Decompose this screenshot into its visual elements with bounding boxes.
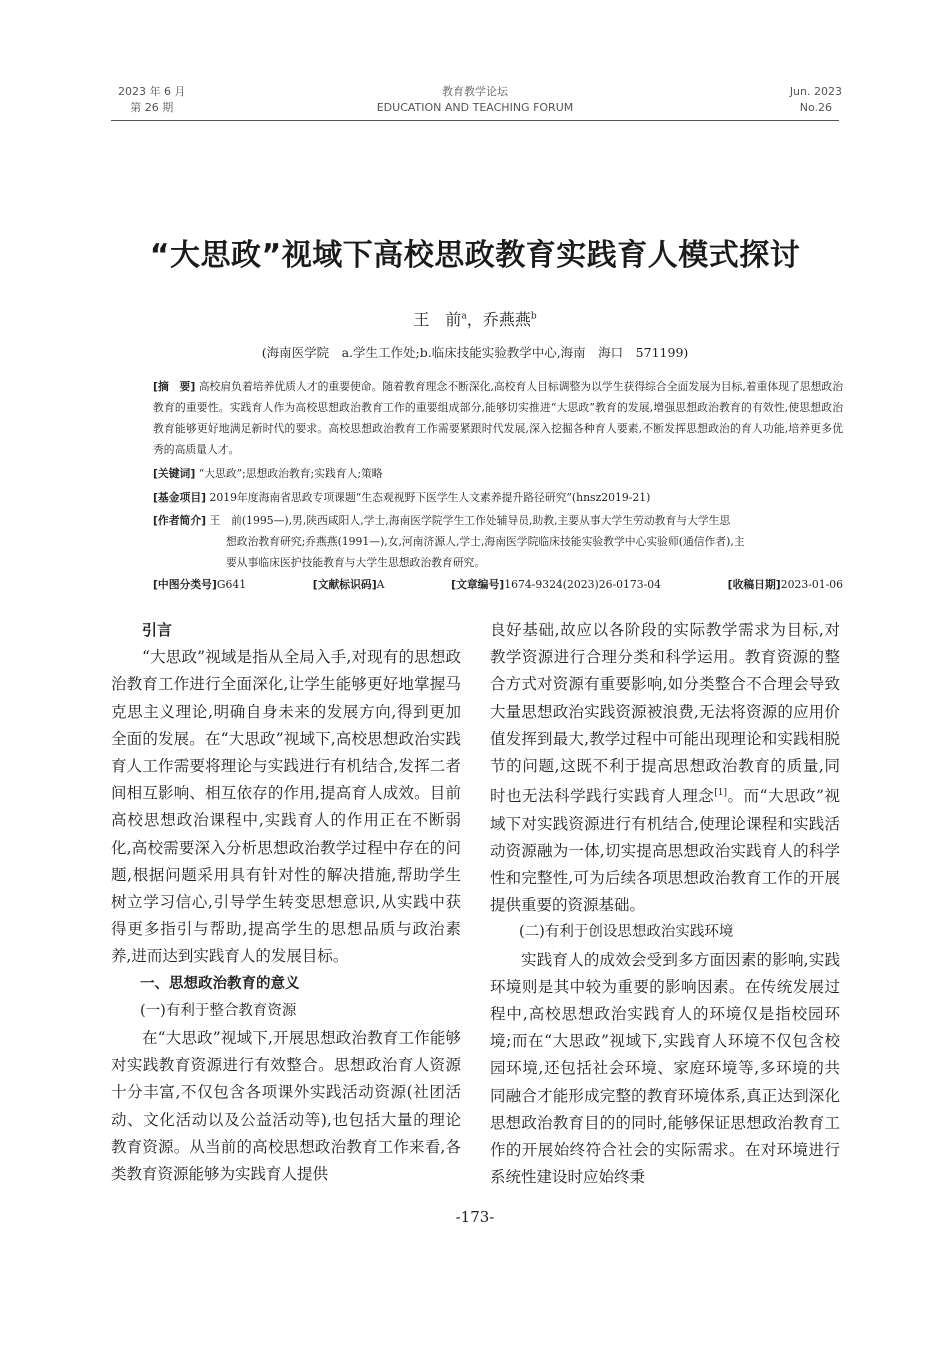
paragraph: 实践育人的成效会受到多方面因素的影响,实践环境则是其中较为重要的影响因素。在传统发展过程中,高校思想政治实践育人的环境仅是指校园环境;而在“大思政”视域下,实践育人环境不仅包含校园环境,还包括社会环境、家庭环境等,多环境的共同融合才能形成完整的教育环境体系,真正达到深化思想政治教育目的的同时,能够保证思想政治教育工作的开展始终符合社会的实际需求。在对环境进行系统性建设时应始终秉 — [490, 950, 840, 1187]
article-number — [451, 574, 661, 595]
author-affil-mark: b — [530, 311, 537, 322]
body-column-left — [111, 617, 461, 1188]
subsection-heading: (二)有利于创设思想政治实践环境 — [519, 924, 734, 941]
bio-line: 王 前(1995—),男,陕西咸阳人,学士,海南医学院学生工作处辅导员,助教,主要从事大学生劳动教育与大学生思 — [209, 514, 731, 527]
paragraph-text: 。而“大思政”视域下对实践资源进行有机结合,使理论课程和实践活动资源融为一体,切实提高思想政治实践育人的科学性和完整性,可为后续各项思想政治教育工作的开展提供重要的资源基础。 — [490, 787, 840, 915]
subsection-heading: (一)有利于整合教育资源 — [140, 1002, 297, 1019]
bio-label: [作者简介] — [153, 514, 207, 527]
header-date: 2023 年 6 月 — [118, 85, 186, 98]
doc-value: A — [376, 578, 385, 591]
author-affil-mark: a — [461, 311, 467, 322]
keywords — [153, 463, 843, 484]
header-issue-en: No.26 — [799, 101, 833, 114]
fund-text: 2019年度海南省思政专项课题“生态观视野下医学生人文素养提升路径研究”(hnsz2019-21) — [209, 491, 651, 504]
doc-label: [文献标识码] — [312, 578, 377, 591]
journal-name-en: EDUCATION AND TEACHING FORUM — [376, 101, 574, 114]
author-name: 乔燕燕 — [482, 310, 531, 329]
article-title: “大思政”视域下高校思政教育实践育人模式探讨 — [149, 238, 801, 273]
received-label: [收稿日期] — [727, 578, 781, 591]
clc-number — [153, 574, 246, 595]
author-separator: ， — [466, 310, 483, 329]
keywords-label: [关键词] — [153, 467, 196, 480]
author-bio — [153, 510, 843, 573]
paragraph: “大思政”视域是指从全局入手,对现有的思想政治教育工作进行全面深化,让学生能够更好地掌握马克思主义理论,明确自身未来的发展方向,得到更加全面的发展。在“大思政”视域下,高校思想政治实践育人工作需要将理论与实践进行有机结合,发挥二者间相互影响、相互依存的作用,提高育人成效。目前高校思想政治课程中,实践育人的作用正在不断弱化,高校需要深入分析思想政治教学过程中存在的问题,根据问题采用具有针对性的解决措施,帮助学生树立学习信心,引导学生转变思想意识,从实践中获得更多指引与帮助,提高学生的思想品质与政治素养,进而达到实践育人的发展目标。 — [111, 648, 461, 966]
affiliation: (海南医学院 a.学生工作处;b.临床技能实验教学中心,海南 海口 571199) — [261, 345, 689, 360]
clc-label: [中图分类号] — [153, 578, 217, 591]
header-rule — [111, 120, 839, 121]
clc-value: G641 — [216, 578, 247, 591]
article-label: [文章编号] — [451, 578, 505, 591]
keywords-text: “大思政”;思想政治教育;实践育人;策略 — [198, 467, 383, 480]
fund-label: [基金项目] — [153, 491, 207, 504]
received-date — [728, 574, 843, 595]
page-number: -173- — [455, 1208, 495, 1226]
document-code — [313, 574, 385, 595]
header-issue: 第 26 期 — [130, 101, 174, 114]
header-date-en: Jun. 2023 — [789, 85, 842, 98]
received-value: 2023-01-06 — [780, 578, 843, 591]
abstract-label: [摘 要] — [153, 380, 196, 393]
header-issue-date-en — [790, 84, 842, 116]
citation-ref[interactable]: [1] — [714, 788, 727, 799]
bio-line: 要从事临床医护技能教育与大学生思想政治教育研究。 — [226, 556, 486, 569]
abstract-text: 高校肩负着培养优质人才的重要使命。随着教育理念不断深化,高校育人目标调整为以学生获得综合全面发展为目标,着重体现了思想政治教育的重要性。实践育人作为高校思想政治教育工作的重要组成部分,能够切实推进“大思政”教育的发展,增强思想政治教育的有效性,使思想政治教育能够更好地满足新时代的要求。高校思想政治教育工作需要紧跟时代发展,深入挖掘各种育人要素,不断发挥思想政治的育人功能,培养更多优秀的高质量人才。 — [153, 380, 844, 456]
body-column-right — [490, 617, 840, 1191]
article-value: 1674-9324(2023)26-0173-04 — [504, 578, 661, 591]
journal-name-cn: 教育教学论坛 — [442, 85, 508, 98]
author-name: 王 前 — [413, 310, 462, 329]
author-line — [0, 307, 950, 330]
section-heading-intro: 引言 — [142, 621, 173, 639]
abstract — [153, 376, 843, 460]
section-heading: 一、思想政治教育的意义 — [140, 975, 300, 992]
paragraph: 在“大思政”视域下,开展思想政治教育工作能够对实践教育资源进行有效整合。思想政治育人资源十分丰富,不仅包含各项课外实践活动资源(社团活动、文化活动以及公益活动等),也包括大量的理论教育资源。从当前的高校思想政治教育工作来看,各类教育资源能够为实践育人提供 — [111, 1029, 461, 1184]
paragraph-text: 良好基础,故应以各阶段的实际教学需求为目标,对教学资源进行合理分类和科学运用。教育资源的整合方式对资源有重要影响,如分类整合不合理会导致大量思想政治实践资源被浪费,无法将资源的应用价值发挥到最大,教学过程中可能出现理论和实践相脱节的问题,这既不利于提高思想政治教育的质量,同时也无法科学践行实践育人理念 — [490, 621, 840, 806]
fund-project — [153, 487, 843, 508]
classification-line — [153, 574, 843, 595]
paragraph-continued — [490, 617, 840, 919]
bio-line: 想政治教育研究;乔燕燕(1991—),女,河南济源人,学士,海南医学院临床技能实验教学中心实验师(通信作者),主 — [226, 535, 745, 548]
